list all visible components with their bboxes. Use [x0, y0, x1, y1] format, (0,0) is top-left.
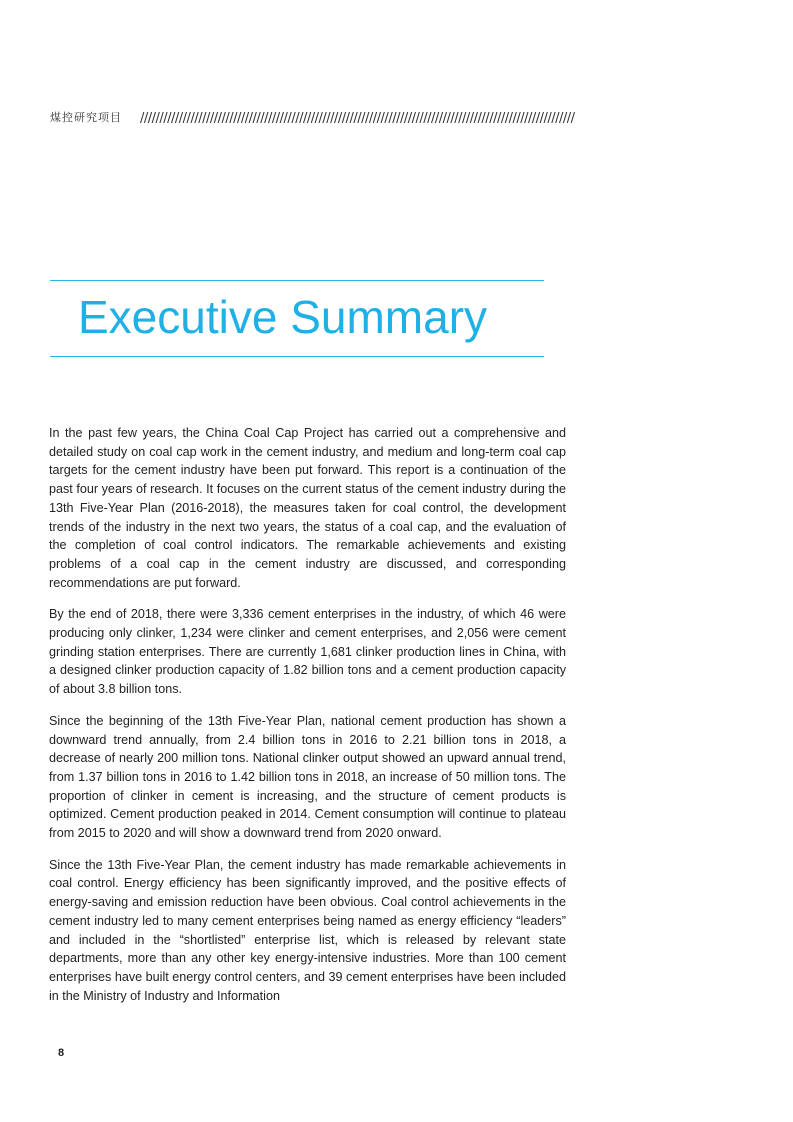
title-rule-bottom [50, 356, 544, 357]
paragraph: In the past few years, the China Coal Cap Project has carried out a comprehensive and detailed study on coal cap work in the cement industry, and medium and long-term coal cap targets for the cement industry have been put forward. This report is a continuation of the past four years of research. It focuses on the current status of the cement industry during the 13th Five-Year Plan (2016-2018), the measures taken for coal control, the development trends of the industry in the next two years, the status of a coal cap, and the evaluation of the completion of coal control indicators. The remarkable achievements and existing problems of a coal cap in the cement industry are discussed, and corresponding recommendations are put forward. [49, 426, 566, 590]
page-title: Executive Summary [78, 291, 488, 343]
paragraph: Since the 13th Five-Year Plan, the cement industry has made remarkable achievements in coal control. Energy efficiency has been significantly improved, and the positive effects of energy-saving and emission reduction have been obvious. Coal control achievements in the cement industry led to many cement enterprises being named as energy efficiency “leaders” and included in the “shortlisted” enterprise list, which is released by relevant state departments, more than any other key energy-intensive industries. More than 100 cement enterprises have built energy control centers, and 39 cement enterprises have been included in the Ministry of Industry and Information [49, 857, 566, 1003]
header-label: 煤控研究项目 [50, 111, 122, 124]
body-text [49, 424, 566, 1018]
page-number: 8 [58, 1047, 65, 1059]
paragraph: Since the beginning of the 13th Five-Year Plan, national cement production has shown a downward trend annually, from 2.4 billion tons in 2016 to 2.21 billion tons in 2018, a decrease of nearly 200 million tons. National clinker output showed an upward annual trend, from 1.37 billion tons in 2016 to 1.42 billion tons in 2018, an increase of 50 million tons. The proportion of clinker in cement is increasing, and the structure of cement products is optimized. Cement production peaked in 2014. Cement consumption will continue to plateau from 2015 to 2020 and will show a downward trend from 2020 onward. [49, 713, 566, 841]
paragraph: By the end of 2018, there were 3,336 cement enterprises in the industry, of which 46 were producing only clinker, 1,234 were clinker and cement enterprises, and 2,056 were cement grinding station enterprises. There are currently 1,681 clinker production lines in China, with a designed clinker production capacity of 1.82 billion tons and a cement production capacity of about 3.8 billion tons. [49, 607, 566, 697]
header-hatch-rule: //////////////////////////////////////////////////////////////////////////////////////////////////////////////// [140, 112, 575, 125]
title-rule-top [50, 280, 544, 281]
